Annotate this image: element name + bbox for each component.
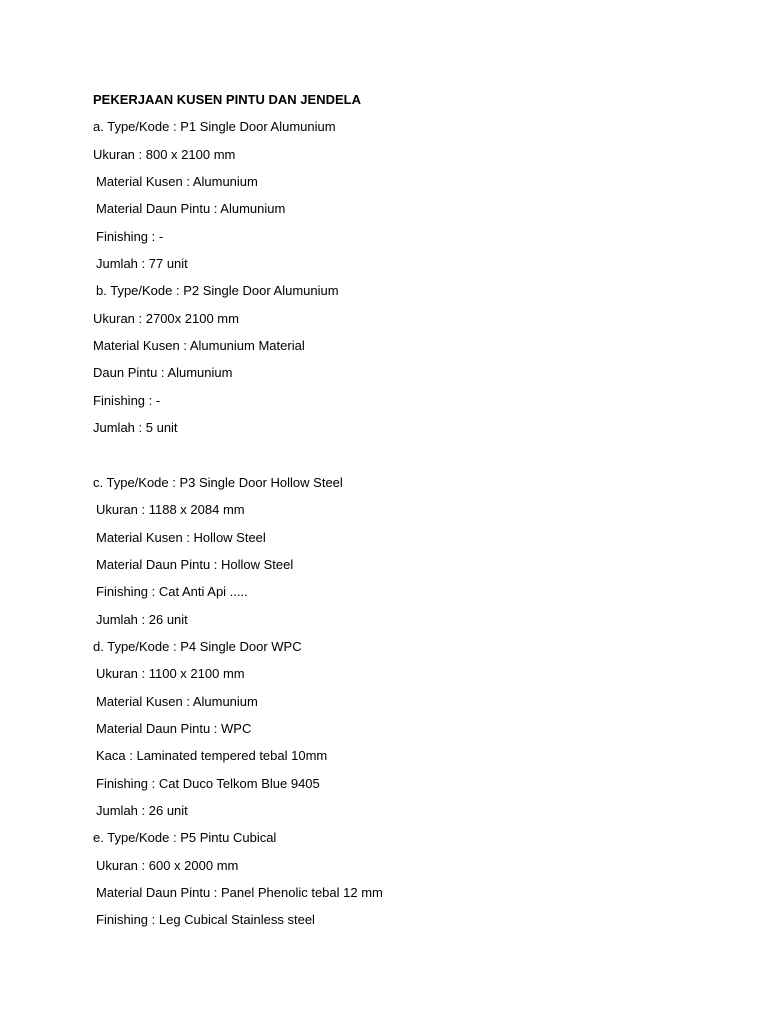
- item-p2-frame-material: Material Kusen : Alumunium Material: [93, 338, 305, 354]
- item-p4-size: Ukuran : 1100 x 2100 mm: [96, 666, 245, 682]
- item-p1-finishing: Finishing : -: [96, 228, 164, 244]
- item-p1-size: Ukuran : 800 x 2100 mm: [93, 146, 236, 162]
- item-p5-leaf-material: Material Daun Pintu : Panel Phenolic tebal 12 mm: [96, 884, 383, 900]
- document-title: PEKERJAAN KUSEN PINTU DAN JENDELA: [93, 92, 361, 107]
- item-p4-leaf-material: Material Daun Pintu : WPC: [96, 720, 252, 736]
- item-p5-finishing: Finishing : Leg Cubical Stainless steel: [96, 912, 315, 928]
- item-p3-finishing: Finishing : Cat Anti Api .....: [96, 584, 248, 600]
- item-p5-type: e. Type/Kode : P5 Pintu Cubical: [93, 830, 277, 846]
- item-p4-glass: Kaca : Laminated tempered tebal 10mm: [96, 748, 328, 764]
- item-p1-type: a. Type/Kode : P1 Single Door Alumunium: [93, 119, 336, 135]
- item-p4-frame-material: Material Kusen : Alumunium: [96, 693, 258, 709]
- item-p4-finishing: Finishing : Cat Duco Telkom Blue 9405: [96, 775, 320, 791]
- item-p1-frame-material: Material Kusen : Alumunium: [96, 174, 258, 190]
- item-p2-finishing: Finishing : -: [93, 392, 161, 408]
- item-p5-size: Ukuran : 600 x 2000 mm: [96, 857, 239, 873]
- item-p3-frame-material: Material Kusen : Hollow Steel: [96, 529, 266, 545]
- item-p2-size: Ukuran : 2700x 2100 mm: [93, 310, 239, 326]
- document-body: [93, 86, 693, 934]
- item-p2-leaf-material: Daun Pintu : Alumunium: [93, 365, 233, 381]
- item-p2-type: b. Type/Kode : P2 Single Door Alumunium: [96, 283, 339, 299]
- item-p1-leaf-material: Material Daun Pintu : Alumunium: [96, 201, 286, 217]
- blank-line: [93, 441, 693, 468]
- item-p4-quantity: Jumlah : 26 unit: [96, 802, 188, 818]
- item-p1-quantity: Jumlah : 77 unit: [96, 256, 188, 272]
- item-p3-type: c. Type/Kode : P3 Single Door Hollow Steel: [93, 474, 343, 490]
- item-p3-leaf-material: Material Daun Pintu : Hollow Steel: [96, 556, 294, 572]
- item-p4-type: d. Type/Kode : P4 Single Door WPC: [93, 638, 302, 654]
- item-p2-quantity: Jumlah : 5 unit: [93, 420, 178, 436]
- item-p3-quantity: Jumlah : 26 unit: [96, 611, 188, 627]
- item-p3-size: Ukuran : 1188 x 2084 mm: [96, 502, 245, 518]
